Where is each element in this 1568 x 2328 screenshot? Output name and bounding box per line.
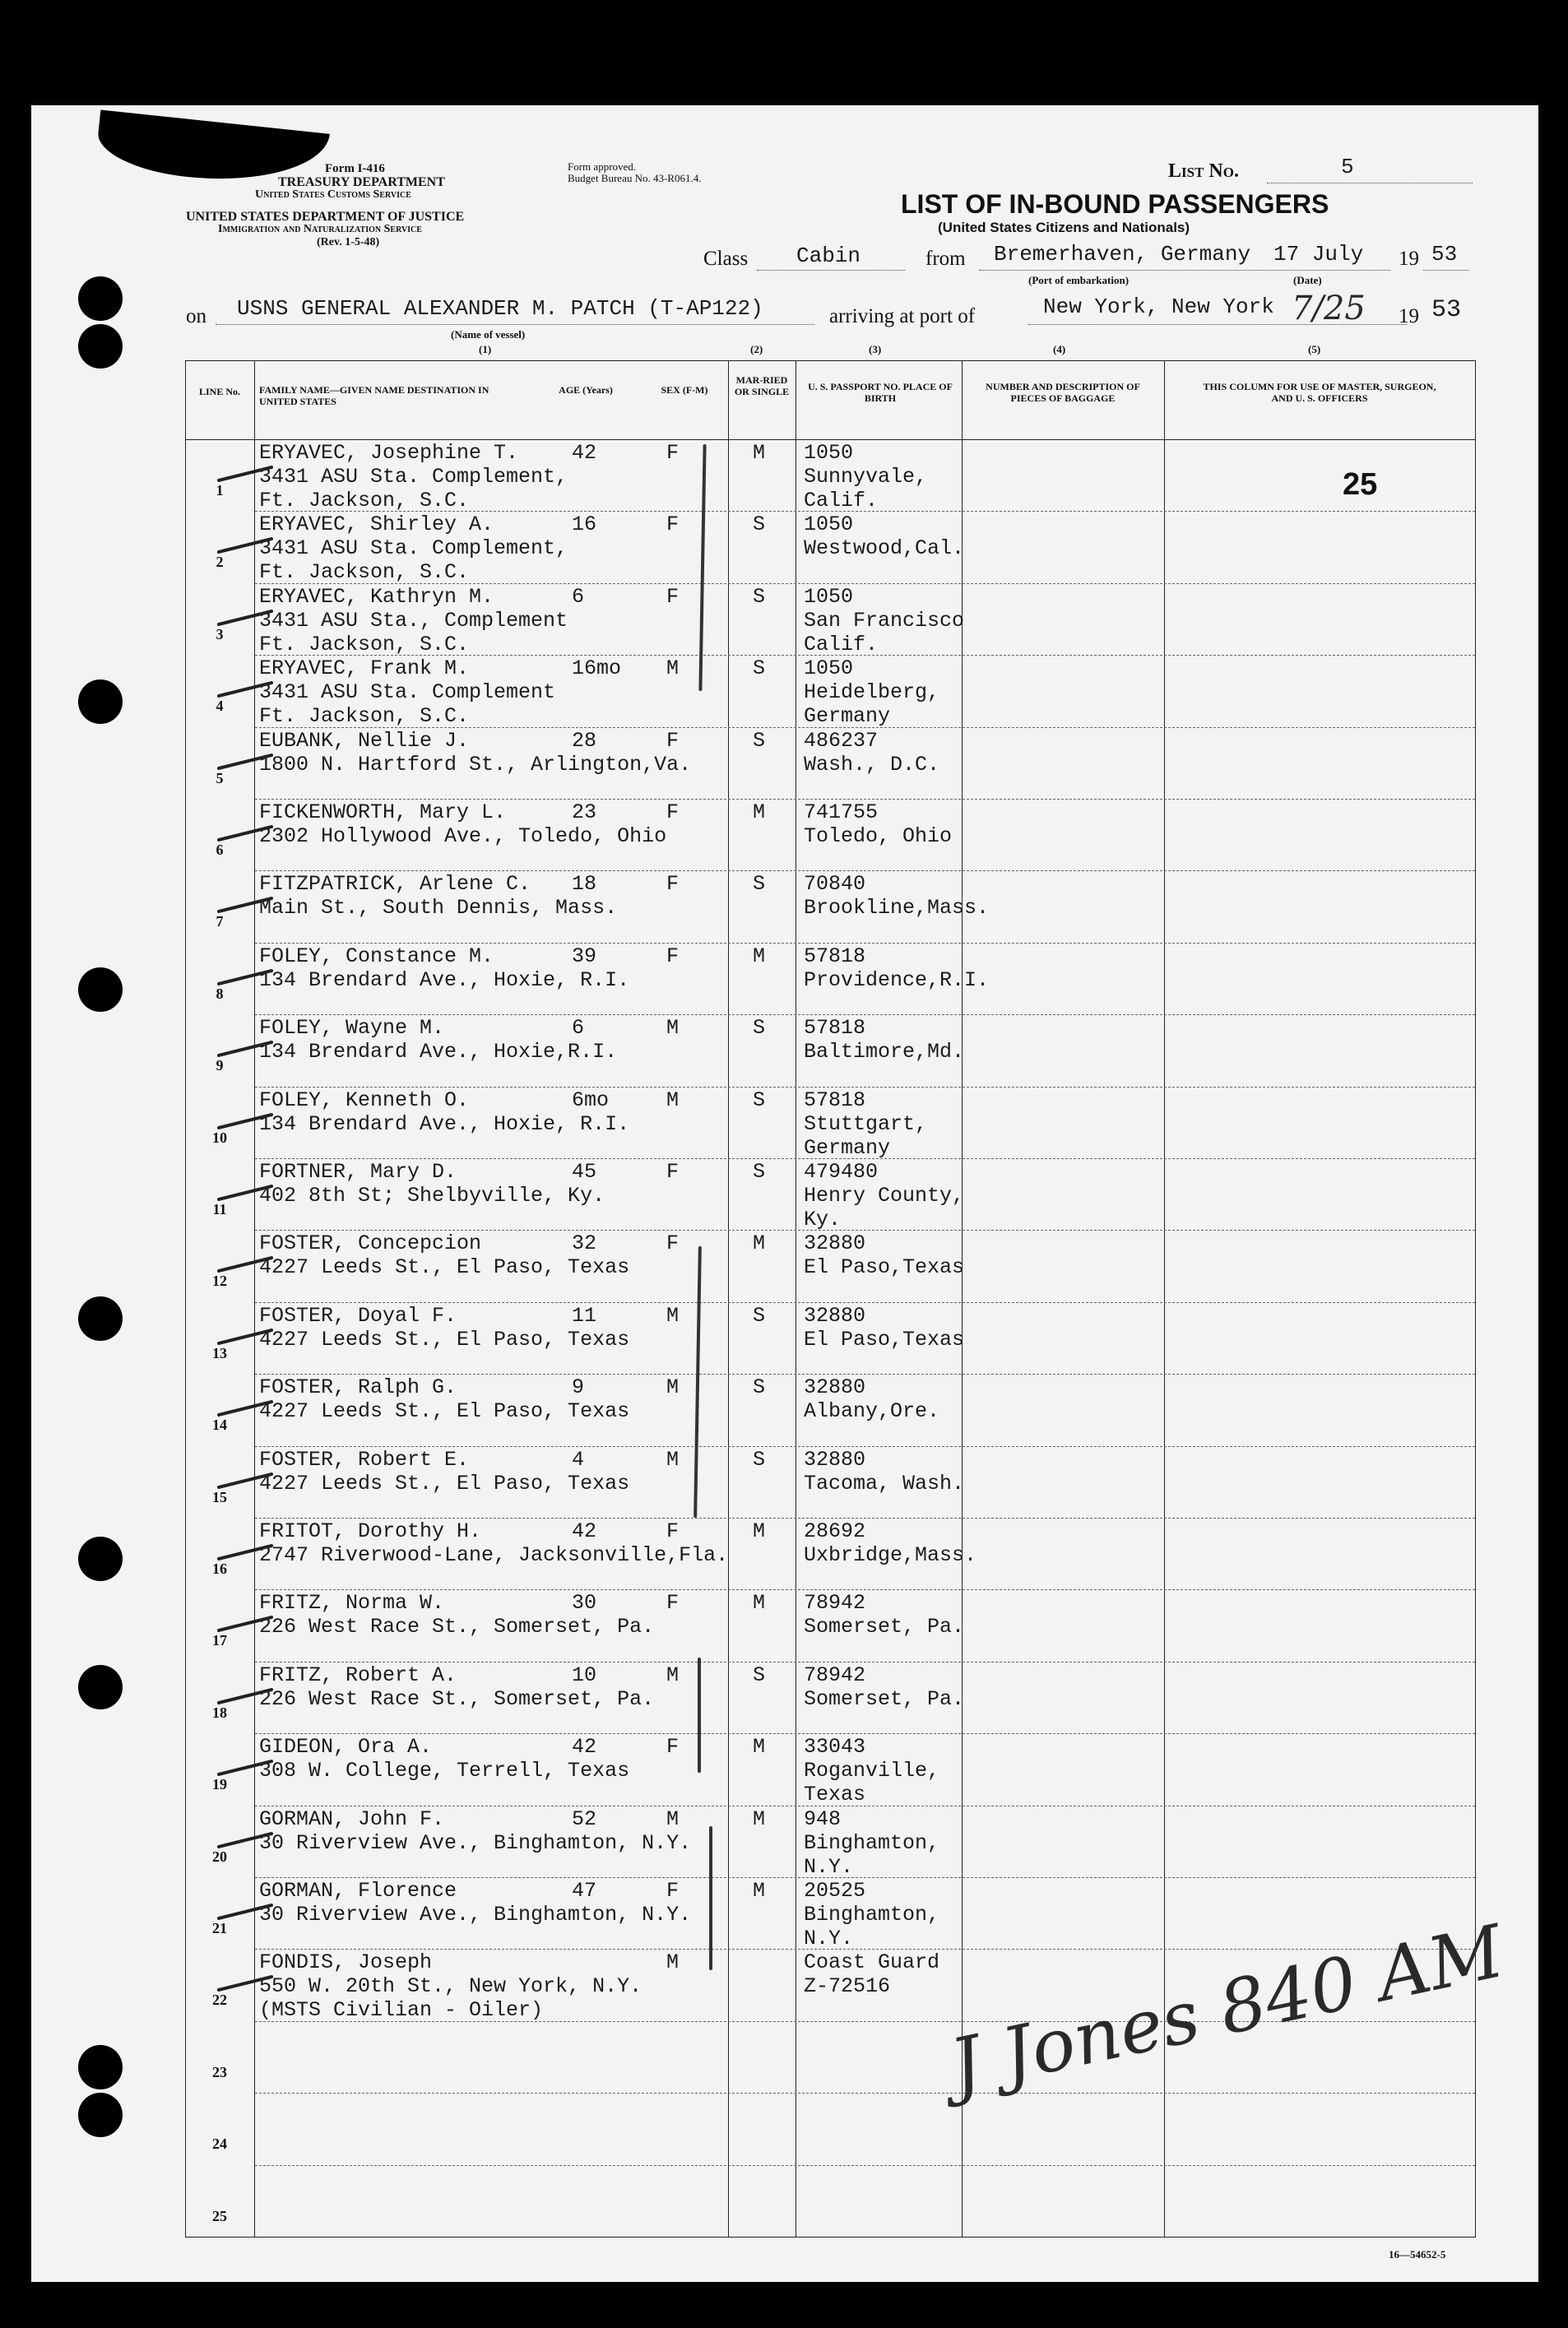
marital-status: S [753,512,766,537]
marital-status: S [753,1447,766,1472]
marital-status: S [753,1663,766,1687]
passenger-sex: F [666,944,680,968]
from-label: from [925,248,966,270]
year-value: 53 [1431,242,1458,267]
passenger-name: FOLEY, Kenneth O. [259,1087,470,1112]
line-number: 3 [216,625,224,642]
column-caption-2: (2) [750,343,763,355]
row-divider [255,870,1475,871]
line-number: 15 [212,1488,227,1505]
marital-status: M [753,1591,766,1616]
place-of-birth: El Paso,Texas [804,1255,965,1280]
passport-number: 32880 [804,1447,866,1472]
header-passport: U. S. PASSPORT NO. PLACE OF BIRTH [808,381,953,404]
line-number: 24 [212,2136,227,2153]
passenger-sex: F [666,1519,680,1543]
column-caption-4: (4) [1053,343,1066,355]
passenger-destination: 30 Riverview Ave., Binghamton, N.Y. [259,1903,692,1927]
place-of-birth: Uxbridge,Mass. [804,1543,977,1567]
inspector-signature: J Jones 840 AM [943,1908,1511,2108]
line-number: 10 [212,1129,227,1146]
passenger-age: 28 [572,728,597,753]
passenger-name: FRITZ, Robert A. [259,1663,457,1687]
passport-number: 70840 [804,872,866,897]
row-divider [255,1733,1475,1734]
column-caption-1: (1) [479,343,492,355]
passenger-destination: 134 Brendard Ave., Hoxie, R.I. [259,1111,630,1136]
passenger-destination: 226 West Race St., Somerset, Pa. [259,1615,655,1639]
row-divider [255,943,1475,944]
marital-status: S [753,656,766,681]
page-subtitle: (United States Citizens and Nationals) [938,220,1190,235]
passport-number: 57818 [804,1016,866,1041]
passenger-name: EUBANK, Nellie J. [259,728,470,753]
passenger-destination: 3431 ASU Sta. Complement, Ft. Jackson, S.C. [259,536,568,585]
passenger-age: 4 [572,1447,585,1472]
header-sex: SEX (F-M) [661,384,708,396]
row-divider [255,1589,1475,1590]
port-embark-caption: (Port of embarkation) [1028,274,1130,286]
line-number: 14 [212,1417,227,1434]
marital-status: M [753,1879,766,1903]
passenger-destination: 134 Brendard Ave., Hoxie,R.I. [259,1040,618,1064]
passenger-sex: F [666,800,680,824]
header-officers: THIS COLUMN FOR USE OF MASTER, SURGEON, AND U. S. OFFICERS [1203,381,1436,404]
arrival-year-value: 53 [1431,296,1462,324]
binder-hole [78,276,123,321]
line-number: 6 [216,842,224,858]
passenger-age: 16mo [572,656,622,681]
family-bracket [698,1658,701,1773]
passenger-destination: Main St., South Dennis, Mass. [259,896,618,921]
passenger-age: 45 [572,1160,597,1184]
place-of-birth: Roganville, Texas [804,1759,940,1807]
place-of-birth: San Francisco Calif. [804,608,965,656]
passenger-name: FOSTER, Ralph G. [259,1375,457,1400]
col-border [185,360,186,2238]
row-divider [255,1302,1475,1303]
passport-number: 948 [804,1806,842,1831]
row-divider [255,655,1475,656]
line-number: 1 [216,482,224,499]
row-divider [255,511,1475,512]
row-divider [255,1518,1475,1519]
passenger-sex: F [666,872,680,897]
passenger-sex: M [666,1087,680,1112]
date-caption: (Date) [1293,274,1322,286]
budget-bureau: Budget Bureau No. 43-R061.4. [568,172,702,184]
passport-number: 1050 [804,584,854,609]
passenger-age: 18 [572,872,597,897]
passenger-name: FOSTER, Doyal F. [259,1303,457,1328]
place-of-birth: Heidelberg, Germany [804,680,940,729]
passenger-age: 42 [572,1735,597,1760]
passenger-age: 30 [572,1591,597,1616]
column-caption-3: (3) [869,343,882,355]
place-of-birth: El Paso,Texas [804,1327,965,1352]
passenger-age: 23 [572,800,597,824]
marital-status: M [753,441,766,465]
passenger-sex: F [666,1591,680,1616]
form-approved: Form approved. [568,160,637,173]
line-number: 8 [216,985,224,1002]
on-label: on [186,305,206,327]
passenger-destination: 3431 ASU Sta. Complement, Ft. Jackson, S.C. [259,465,568,512]
passenger-name: FICKENWORTH, Mary L. [259,800,507,824]
passenger-age: 11 [572,1303,597,1328]
place-of-birth: Toledo, Ohio [804,824,953,848]
passenger-sex: M [666,656,680,681]
passenger-sex: M [666,1016,680,1041]
row-divider [255,799,1475,800]
place-of-birth: Henry County, Ky. [804,1184,965,1231]
passenger-name: FRITZ, Norma W. [259,1591,445,1616]
row-divider [255,1877,1475,1878]
passenger-name: FOSTER, Concepcion [259,1231,482,1256]
customs-service: United States Customs Service [255,188,411,201]
arriving-label: arriving at port of [829,305,976,327]
marital-status: S [753,1160,766,1184]
arrival-date-handwritten: 7/25 [1292,290,1366,327]
passport-number: 78942 [804,1663,866,1687]
column-caption-5: (5) [1308,343,1321,355]
passenger-name: FITZPATRICK, Arlene C. [259,872,531,897]
passenger-sex: F [666,584,680,609]
line-number: 23 [212,2063,227,2080]
binder-hole [78,1537,123,1581]
passenger-name: GORMAN, John F. [259,1806,445,1831]
row-divider [255,1374,1475,1375]
class-line [757,270,905,271]
place-of-birth: Somerset, Pa. [804,1615,965,1639]
header-name: FAMILY NAME—GIVEN NAME DESTINATION IN UNITED STATES [259,384,489,407]
place-of-birth: Albany,Ore. [804,1399,940,1424]
list-no-value: 5 [1341,155,1354,179]
passenger-age: 52 [572,1806,597,1831]
passenger-sex: M [666,1950,680,1975]
arrival-year-prefix: 19 [1399,305,1419,327]
binder-hole [78,324,123,369]
passport-number: 486237 [804,728,879,753]
passenger-name: ERYAVEC, Shirley A. [259,512,494,537]
header-age: AGE (Years) [559,384,613,396]
place-of-birth: Sunnyvale, Calif. [804,465,928,512]
vessel-line [216,324,814,325]
treasury-dept: TREASURY DEPARTMENT [278,175,445,189]
row-divider [255,727,1475,728]
passenger-sex: F [666,512,680,537]
row-divider [255,1662,1475,1663]
page-title: LIST OF IN-BOUND PASSENGERS [901,189,1329,219]
class-label: Class [703,248,749,270]
line-number: 13 [212,1344,227,1361]
passenger-destination: 134 Brendard Ave., Hoxie, R.I. [259,967,630,992]
binder-hole [78,1296,123,1341]
binder-hole [78,679,123,724]
passenger-sex: F [666,1735,680,1760]
passenger-sex: M [666,1806,680,1831]
passenger-sex: F [666,1160,680,1184]
passenger-sex: M [666,1447,680,1472]
binder-hole [78,967,123,1012]
marital-status: S [753,728,766,753]
passenger-name: ERYAVEC, Kathryn M. [259,584,494,609]
passenger-name: ERYAVEC, Frank M. [259,656,470,681]
row-divider [255,2165,1475,2166]
passport-number: 57818 [804,1087,866,1112]
passenger-age: 9 [572,1375,585,1400]
passenger-destination: 2747 Riverwood-Lane, Jacksonville,Fla. [259,1543,729,1567]
passenger-destination: 4227 Leeds St., El Paso, Texas [259,1327,630,1352]
passenger-name: GIDEON, Ora A. [259,1735,433,1760]
passenger-destination: 308 W. College, Terrell, Texas [259,1759,630,1783]
justice-dept: UNITED STATES DEPARTMENT OF JUSTICE [186,210,465,224]
row-divider [255,2093,1475,2094]
place-of-birth: Tacoma, Wash. [804,1471,965,1496]
row-divider [255,1230,1475,1231]
line-number: 4 [216,698,224,715]
port-arrival: New York, New York [1043,294,1274,319]
marital-status: S [753,1303,766,1328]
line-number: 7 [216,913,224,930]
line-number: 11 [212,1201,227,1217]
line-number: 5 [216,769,224,786]
year-prefix: 19 [1399,248,1419,270]
passport-number: 1050 [804,656,854,681]
passenger-destination: 226 West Race St., Somerset, Pa. [259,1686,655,1711]
passport-number: 78942 [804,1591,866,1616]
passport-number: 1050 [804,512,854,537]
passenger-destination: 4227 Leeds St., El Paso, Texas [259,1399,630,1424]
passport-number: 32880 [804,1231,866,1256]
class-value: Cabin [796,243,861,268]
passport-number: 32880 [804,1303,866,1328]
passenger-age: 6 [572,1016,585,1041]
passenger-age: 39 [572,944,597,968]
row-divider [255,1158,1475,1159]
passenger-destination: 550 W. 20th St., New York, N.Y. (MSTS Civilian - Oiler) [259,1974,643,2023]
row-divider [255,1949,1475,1950]
marital-status: M [753,800,766,824]
line-number: 2 [216,554,224,571]
passenger-age: 42 [572,1519,597,1543]
marital-status: S [753,872,766,897]
marital-status: M [753,1231,766,1256]
passport-number: 741755 [804,800,879,824]
marital-status: S [753,1375,766,1400]
passenger-destination: 3431 ASU Sta. Complement Ft. Jackson, S.C. [259,680,556,729]
binder-hole [78,2045,123,2089]
header-baggage: NUMBER AND DESCRIPTION OF PIECES OF BAGGAGE [986,381,1140,404]
place-of-birth: Baltimore,Md. [804,1040,965,1064]
passenger-destination: 4227 Leeds St., El Paso, Texas [259,1471,630,1496]
binder-hole [78,2093,123,2137]
row-divider [255,1014,1475,1015]
passenger-age: 16 [572,512,597,537]
marital-status: S [753,584,766,609]
place-of-birth: Brookline,Mass. [804,896,990,921]
marital-status: S [753,1087,766,1112]
passenger-sex: M [666,1303,680,1328]
passenger-destination: 1800 N. Hartford St., Arlington,Va. [259,752,692,777]
marital-status: M [753,944,766,968]
from-value: Bremerhaven, Germany [994,242,1251,267]
date-value: 17 July [1273,242,1364,267]
place-of-birth: Somerset, Pa. [804,1686,965,1711]
passenger-name: FONDIS, Joseph [259,1950,433,1975]
passenger-name: FRITOT, Dorothy H. [259,1519,482,1543]
passenger-age: 10 [572,1663,597,1687]
table-top-border [185,360,1475,361]
place-of-birth: Westwood,Cal. [804,536,965,561]
place-of-birth: Providence,R.I. [804,967,990,992]
place-of-birth: Z-72516 [804,1974,891,1999]
marital-status: M [753,1519,766,1543]
revision: (Rev. 1-5-48) [317,236,380,248]
marital-status: S [753,1016,766,1041]
passport-number: 32880 [804,1375,866,1400]
passenger-sex: M [666,1663,680,1687]
passenger-name: ERYAVEC, Josephine T. [259,441,519,465]
passport-number: 1050 [804,441,854,465]
binder-hole [78,1665,123,1709]
passport-number: 33043 [804,1735,866,1760]
line-number: 18 [212,1704,227,1721]
passenger-sex: F [666,1879,680,1903]
line-number: 25 [212,2207,227,2224]
passenger-age: 47 [572,1879,597,1903]
passenger-sex: F [666,441,680,465]
col-border [254,360,255,2238]
place-of-birth: Binghamton, N.Y. [804,1830,940,1879]
place-of-birth: Stuttgart, Germany [804,1111,928,1160]
table-bottom-border [185,2237,1475,2238]
year-line [1423,270,1468,271]
passenger-name: FOSTER, Robert E. [259,1447,470,1472]
vessel-caption: (Name of vessel) [451,328,526,341]
passenger-age: 6 [572,584,585,609]
row-divider [255,583,1475,584]
passenger-age: 32 [572,1231,597,1256]
form-number: Form I-416 [325,162,385,175]
vessel-name: USNS GENERAL ALEXANDER M. PATCH (T-AP122) [237,296,763,321]
passenger-destination: 2302 Hollywood Ave., Toledo, Ohio [259,824,667,848]
line-number: 22 [212,1992,227,2009]
header-bottom-border [185,439,1475,440]
col-border [1164,360,1165,2238]
passenger-name: FOLEY, Wayne M. [259,1016,445,1041]
row-divider [255,1446,1475,1447]
family-bracket [709,1826,712,1970]
place-of-birth: Wash., D.C. [804,752,940,777]
passport-number: 479480 [804,1160,879,1184]
passenger-name: FORTNER, Mary D. [259,1160,457,1184]
passenger-destination: 3431 ASU Sta., Complement Ft. Jackson, S.C. [259,608,568,656]
from-line [979,270,1390,271]
officer-count-stamp: 25 [1343,467,1378,502]
line-number: 9 [216,1057,224,1074]
marital-status: M [753,1735,766,1760]
passenger-age: 6mo [572,1087,610,1112]
passenger-sex: F [666,728,680,753]
passenger-destination: 402 8th St; Shelbyville, Ky. [259,1184,605,1208]
line-number: 19 [212,1776,227,1793]
passenger-sex: M [666,1375,680,1400]
marital-status: M [753,1806,766,1831]
passenger-sex: F [666,1231,680,1256]
passenger-destination: 30 Riverview Ave., Binghamton, N.Y. [259,1830,692,1855]
passport-number: Coast Guard [804,1950,940,1975]
ins-service: Immigration and Naturalization Service [218,223,422,235]
header-line-no: LINE No. [198,386,240,397]
passenger-name: GORMAN, Florence [259,1879,457,1903]
passport-number: 20525 [804,1879,866,1903]
place-of-birth: Binghamton, N.Y. [804,1903,940,1950]
line-number: 20 [212,1848,227,1865]
line-number: 21 [212,1920,227,1936]
passenger-destination: 4227 Leeds St., El Paso, Texas [259,1255,630,1280]
col-border [728,360,729,2238]
passport-number: 57818 [804,944,866,968]
line-number: 12 [212,1273,227,1290]
header-married: MAR-RIED OR SINGLE [734,374,790,397]
passenger-age: 42 [572,441,597,465]
passport-number: 28692 [804,1519,866,1543]
footer-code: 16—54652-5 [1389,2248,1446,2261]
list-no-label: List No. [1168,160,1239,182]
line-number: 17 [212,1632,227,1649]
line-number: 16 [212,1561,227,1577]
passenger-name: FOLEY, Constance M. [259,944,494,968]
